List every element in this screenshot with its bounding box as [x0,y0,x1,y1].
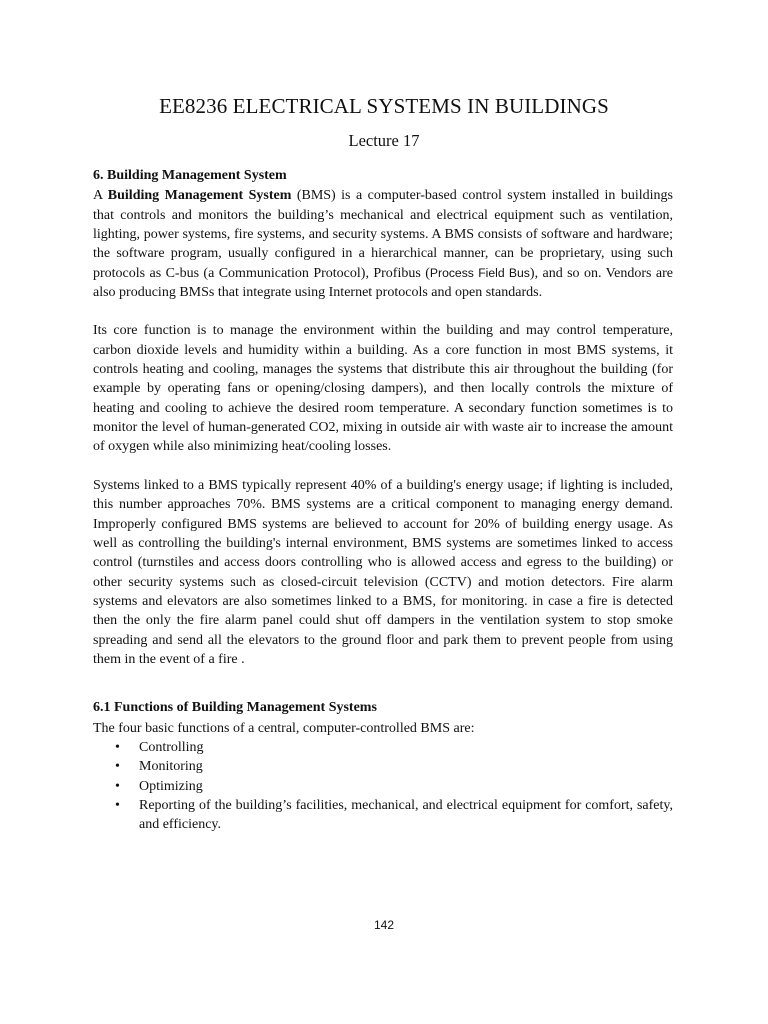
paragraph-text: (BMS) is a computer-based control system installed in buildings that controls and monitors the building’s mechanical and electrical equipment such as ventilation, lighting, power systems, fire systems, and security systems. A BMS consists of software and hardware; the software program, usually configured in a hierarchical manner, can be proprietary, using such protocols as C-bus (a Communication Protocol), Profibus ( [93,188,673,281]
functions-intro: The four basic functions of a central, computer-controlled BMS are: [93,720,475,736]
term-building-management-system: Building Management System [107,188,292,204]
list-item [93,796,673,835]
paragraph-lead: A [93,188,108,204]
list-item-text: Reporting of the building’s facilities, mechanical, and electrical equipment for comfort, safety, and efficiency. [139,797,673,833]
lecture-label: Lecture 17 [348,131,420,150]
list-item-text: Optimizing [139,778,203,794]
list-item [93,757,673,776]
page-number: 142 [373,918,395,932]
protocol-name: Process Field Bus [429,265,530,280]
document-body [93,166,673,835]
bullet-icon: • [115,739,120,755]
document-title: EE8236 ELECTRICAL SYSTEMS IN BUILDINGS [159,94,609,118]
list-item [93,777,673,796]
section-spacer [93,669,673,698]
paragraph-energy-usage: Systems linked to a BMS typically represent 40% of a building's energy usage; if lighting is included, this number approaches 70%. BMS systems are a critical component to managing energy demand. Improperly configured BMS systems are believed to account for 20% of building energy usage. As well as controlling the building's internal environment, BMS systems are sometimes linked to access control (turnstiles and access doors controlling who is allowed access and egress to the building) or other security systems such as closed-circuit television (CCTV) and motion detectors. Fire alarm systems and elevators are also sometimes linked to a BMS, for monitoring. in case a fire is detected then the only the fire alarm panel could shut off dampers in the ventilation system to stop smoke spreading and send all the elevators to the ground floor and park them to prevent people from using them in the event of a fire . [93,477,673,667]
list-item-text: Monitoring [139,759,203,775]
section-heading-6-1: 6.1 Functions of Building Management Systems [93,700,377,716]
bullet-icon: • [115,778,120,794]
paragraph-spacer [93,457,673,476]
section-heading-6: 6. Building Management System [93,168,287,183]
paragraph-bms-definition [93,186,673,302]
list-item-text: Controlling [139,739,204,755]
bullet-icon: • [115,797,120,813]
paragraph-core-function: Its core function is to manage the environment within the building and may control temperature, carbon dioxide levels and humidity within a building. As a core function in most BMS systems, it controls heating and cooling, manages the systems that distribute this air throughout the building (for example by operating fans or opening/closing dampers), and then locally controls the mixture of heating and cooling to achieve the desired room temperature. A secondary function sometimes is to monitor the level of human-generated CO2, mixing in outside air with waste air to increase the amount of oxygen while also minimizing heat/cooling losses. [93,323,673,455]
list-item [93,738,673,757]
functions-list [93,738,673,835]
bullet-icon: • [115,759,120,775]
paragraph-spacer [93,302,673,321]
paragraph-text-continued: ), and so on. Vendors are also producing BMSs that integrate using Internet protocols and open standards. [93,265,673,301]
